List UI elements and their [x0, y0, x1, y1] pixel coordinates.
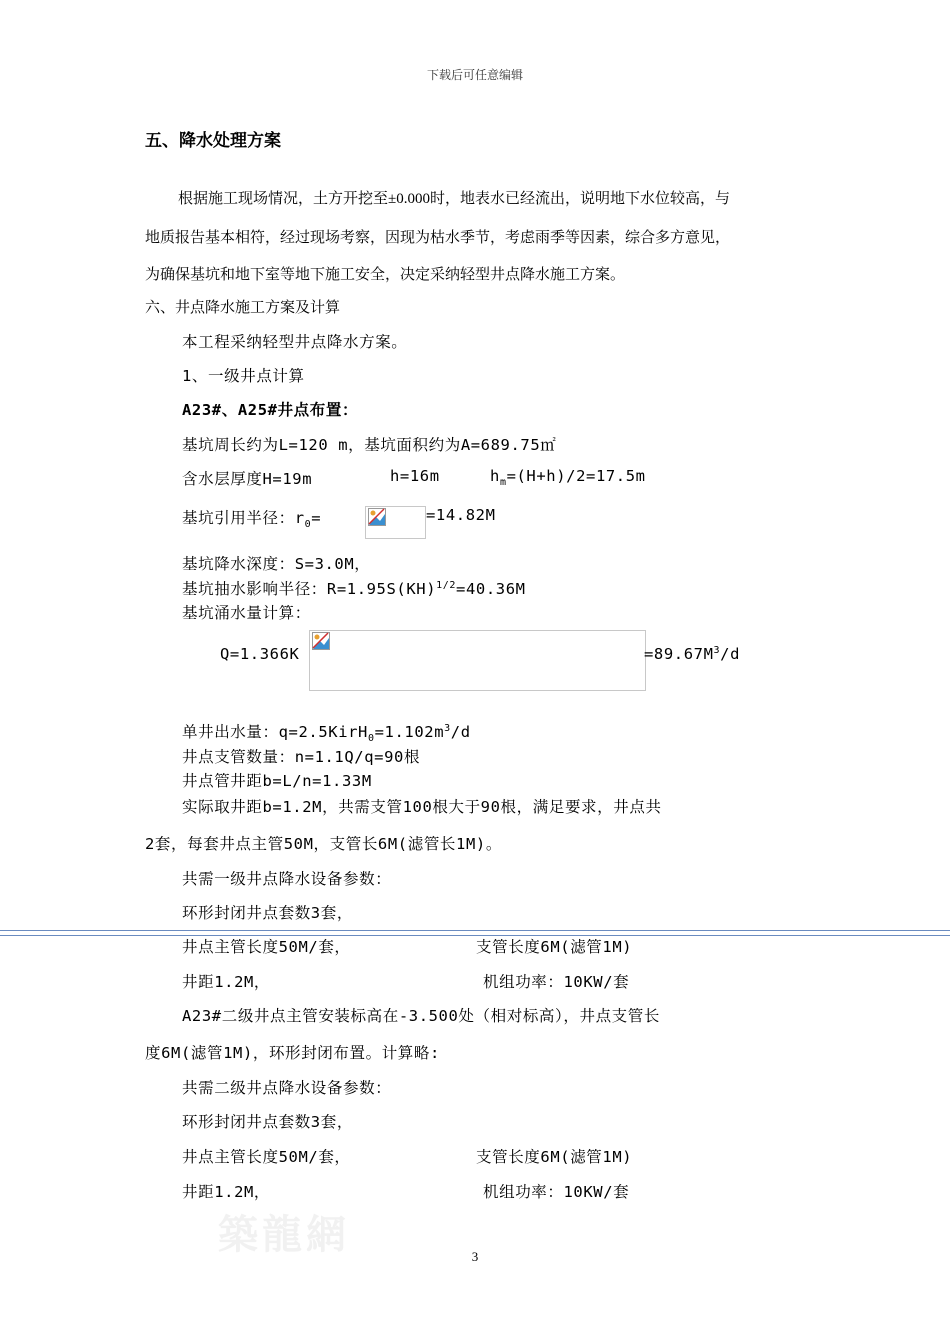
aquifer-thickness: 含水层厚度H=19m [182, 470, 313, 488]
text-line: 井点主管长度50M/套， [182, 1148, 351, 1166]
text-line: 2套，每套井点主管50M，支管长6M(滤管长1M)。 [145, 835, 502, 853]
text-line: 井点主管长度50M/套， [182, 938, 351, 956]
text-line: 共需二级井点降水设备参数： [182, 1079, 392, 1097]
text-line: 支管长度6M(滤管1M) [476, 938, 633, 956]
paragraph-line: 为确保基坑和地下室等地下施工安全，决定采纳轻型井点降水施工方案。 [145, 267, 626, 283]
horizontal-rule [0, 930, 950, 936]
text-line: 环形封闭井点套数3套， [182, 1113, 353, 1131]
text-line: 实际取井距b=1.2M，共需支管100根大于90根，满足要求，井点共 [182, 798, 662, 816]
hm-value: $h_m=(H+h)/2=17.5m$ [490, 467, 646, 489]
reference-radius-result: =14.82M [426, 506, 496, 524]
reference-radius: 基坑引用半径：$r_0=$ [182, 509, 322, 531]
text-line: 机组功率：10KW/套 [483, 1183, 630, 1201]
page-number: 3 [471, 1249, 479, 1264]
text-line: 度6M(滤管1M)，环形封闭布置。计算略: [145, 1044, 440, 1062]
section-heading-6: 六、井点降水施工方案及计算 [145, 300, 341, 316]
formula-image-placeholder [365, 506, 426, 539]
section-heading-5: 五、降水处理方案 [145, 131, 281, 150]
text-line: 井距1.2M， [182, 1183, 271, 1201]
paragraph-line: 根据施工现场情况，土方开挖至±0.000时，地表水已经流出，说明地下水位较高，与 [178, 191, 730, 207]
text-line: 支管长度6M(滤管1M) [476, 1148, 633, 1166]
text-line: 环形封闭井点套数3套， [182, 904, 353, 922]
subheading-layout: A23#、A25#井点布置： [182, 401, 359, 419]
text-line: 共需一级井点降水设备参数： [182, 870, 392, 888]
text-line: 机组功率：10KW/套 [483, 973, 630, 991]
text-line: 基坑降水深度：S=3.0M， [182, 555, 371, 573]
text-line: 井距1.2M， [182, 973, 271, 991]
text-line: 基坑涌水量计算： [182, 604, 311, 622]
single-well-yield: 单井出水量：$q=2.5KirH_0=1.102m^3/d$ [182, 722, 471, 745]
influence-radius: 基坑抽水影响半径：R=1.95S(KH)$^{1/2}$=40.36M [182, 579, 526, 598]
watermark: 築龍網 [218, 1212, 350, 1257]
text-line: 井点管井距b=L/n=1.33M [182, 772, 372, 790]
page-header: 下载后可任意编辑 [426, 68, 523, 82]
text-line: 井点支管数量：n=1.1Q/q=90根 [182, 748, 421, 766]
broken-image-icon [368, 508, 386, 526]
inflow-formula-result: $=89.67M^3/d$ [644, 645, 741, 664]
text-line: 1、一级井点计算 [182, 367, 305, 385]
broken-image-icon [312, 632, 330, 650]
text-line: 本工程采纳轻型井点降水方案。 [182, 333, 408, 351]
text-line: A23#二级井点主管安装标高在-3.500处（相对标高），井点支管长 [182, 1007, 660, 1025]
inflow-formula-left: Q=1.366K [220, 645, 300, 663]
text-line: 基坑周长约为L=120 m，基坑面积约为A=689.75㎡ [182, 436, 557, 454]
h-value: h=16m [390, 467, 440, 485]
formula-image-placeholder [309, 630, 646, 691]
paragraph-line: 地质报告基本相符，经过现场考察，因现为枯水季节，考虑雨季等因素，综合多方意见， [145, 230, 731, 246]
